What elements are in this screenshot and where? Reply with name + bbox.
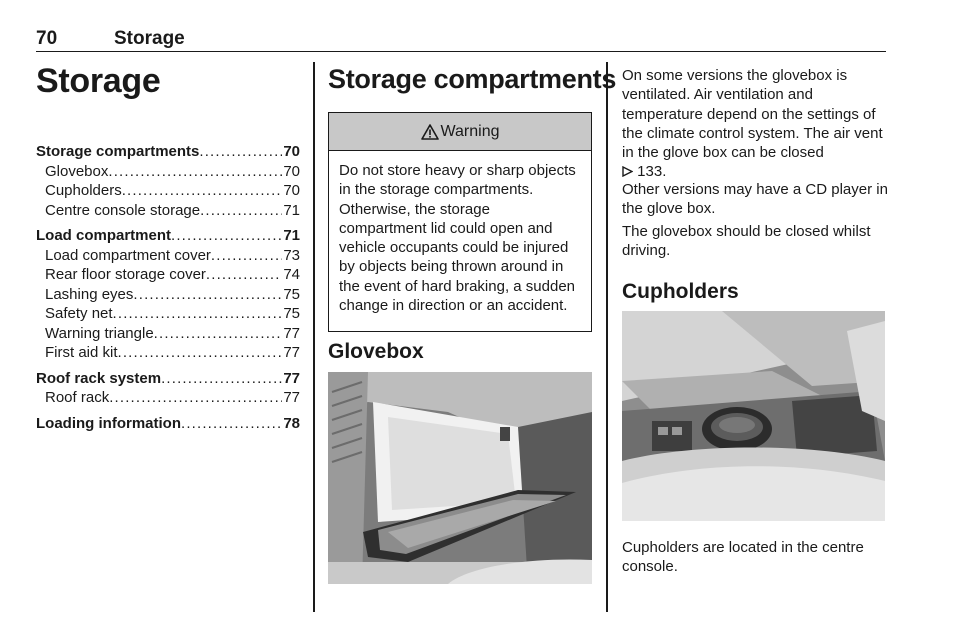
toc-entry-page: 75 bbox=[283, 305, 300, 322]
toc-entry-label: Warning triangle bbox=[45, 324, 154, 342]
toc-entry-label: Roof rack system bbox=[36, 369, 162, 387]
glovebox-heading: Glovebox bbox=[328, 340, 424, 363]
toc-entry-page: 73 bbox=[283, 246, 300, 264]
toc-leader-dots bbox=[171, 226, 282, 246]
toc-leader-dots bbox=[161, 369, 282, 389]
toc-entry[interactable] bbox=[36, 265, 300, 285]
toc-entry[interactable] bbox=[36, 388, 300, 408]
glovebox-illustration bbox=[328, 372, 592, 584]
toc-entry[interactable] bbox=[36, 304, 300, 324]
toc-entry-page: 75 bbox=[283, 285, 300, 303]
toc-entry-page: 71 bbox=[283, 201, 300, 219]
toc-entry[interactable] bbox=[36, 201, 300, 221]
column-divider-1 bbox=[313, 62, 315, 612]
toc-entry-page: 77 bbox=[283, 324, 300, 342]
warning-title: Warning bbox=[440, 122, 500, 140]
toc-entry-label: Roof rack bbox=[45, 389, 110, 406]
glovebox-paragraph-1 bbox=[622, 66, 888, 182]
toc-leader-dots bbox=[113, 304, 283, 324]
toc-entry-label: Load compartment bbox=[36, 227, 172, 244]
toc-entry[interactable] bbox=[36, 246, 300, 266]
arrow-reference-icon bbox=[622, 163, 637, 180]
table-of-contents bbox=[36, 142, 300, 433]
toc-entry-label: Glovebox bbox=[45, 162, 109, 180]
warning-triangle-icon bbox=[421, 124, 439, 140]
toc-entry-label: Cupholders bbox=[45, 182, 122, 199]
toc-entry[interactable] bbox=[36, 369, 300, 389]
toc-entry-label: Centre console storage bbox=[45, 201, 201, 219]
cupholders-text: Cupholders are located in the centre console. bbox=[622, 539, 864, 576]
cupholders-illustration bbox=[622, 311, 885, 521]
toc-entry-page: 70 bbox=[283, 182, 300, 199]
page-reference: 133. bbox=[637, 163, 667, 181]
section-title: Storage compartments bbox=[328, 64, 617, 94]
toc-entry[interactable] bbox=[36, 181, 300, 201]
toc-entry[interactable] bbox=[36, 324, 300, 344]
glovebox-paragraph-3: The glovebox should be closed whilst driving. bbox=[622, 223, 871, 260]
toc-entry-label: Load compartment cover bbox=[45, 246, 211, 264]
chapter-title: Storage bbox=[36, 62, 161, 100]
toc-entry-label: Rear floor storage cover bbox=[45, 266, 206, 283]
running-title: Storage bbox=[114, 28, 185, 49]
toc-entry-page: 77 bbox=[283, 389, 300, 406]
toc-entry-page: 77 bbox=[283, 369, 300, 387]
toc-leader-dots bbox=[122, 181, 283, 201]
toc-entry[interactable] bbox=[36, 414, 300, 434]
toc-entry[interactable] bbox=[36, 142, 300, 162]
toc-entry-page: 78 bbox=[283, 414, 300, 432]
toc-leader-dots bbox=[154, 324, 283, 344]
toc-leader-dots bbox=[211, 246, 282, 266]
glovebox-photo bbox=[328, 372, 592, 584]
toc-leader-dots bbox=[108, 162, 282, 182]
glovebox-paragraph-2: Other versions may have a CD player in the glove box. bbox=[622, 181, 888, 218]
warning-text: Do not store heavy or sharp objects in the storage compartments. Otherwise, the storage compartment lid could open and vehicle occupants could be injured by objects being thrown around in the event of hard braking, a sudden change in direction or an accident. bbox=[339, 162, 576, 315]
glovebox-paragraph-1-text: On some versions the glovebox is ventilated. Air ventilation and temperature depend on the settings of the climate control system. The air vent in the glove box can be closed bbox=[622, 67, 883, 162]
toc-entry-label: Loading information bbox=[36, 414, 181, 432]
toc-entry-label: Safety net bbox=[45, 305, 113, 322]
toc-entry-page: 74 bbox=[283, 266, 300, 283]
toc-entry-page: 70 bbox=[283, 162, 300, 180]
page-header bbox=[36, 28, 886, 52]
toc-entry[interactable] bbox=[36, 285, 300, 305]
cupholders-heading: Cupholders bbox=[622, 280, 739, 303]
warning-header bbox=[329, 113, 591, 151]
toc-leader-dots bbox=[133, 285, 282, 305]
toc-entry-label: First aid kit bbox=[45, 344, 118, 361]
toc-leader-dots bbox=[199, 142, 282, 162]
toc-entry-page: 77 bbox=[283, 344, 300, 361]
column-divider-2 bbox=[606, 62, 608, 612]
toc-entry-label: Storage compartments bbox=[36, 143, 200, 160]
toc-entry-label: Lashing eyes bbox=[45, 285, 134, 303]
toc-entry[interactable] bbox=[36, 226, 300, 246]
toc-leader-dots bbox=[181, 414, 282, 434]
page-number: 70 bbox=[36, 28, 58, 49]
toc-entry[interactable] bbox=[36, 343, 300, 363]
cupholders-photo bbox=[622, 311, 885, 521]
toc-leader-dots bbox=[118, 343, 283, 363]
toc-leader-dots bbox=[109, 388, 282, 408]
toc-entry[interactable] bbox=[36, 162, 300, 182]
toc-leader-dots bbox=[200, 201, 282, 221]
warning-box bbox=[328, 112, 592, 332]
toc-entry-page: 71 bbox=[283, 227, 300, 244]
toc-leader-dots bbox=[206, 265, 282, 285]
toc-entry-page: 70 bbox=[283, 143, 300, 160]
arrow-reference-svg bbox=[622, 166, 633, 177]
